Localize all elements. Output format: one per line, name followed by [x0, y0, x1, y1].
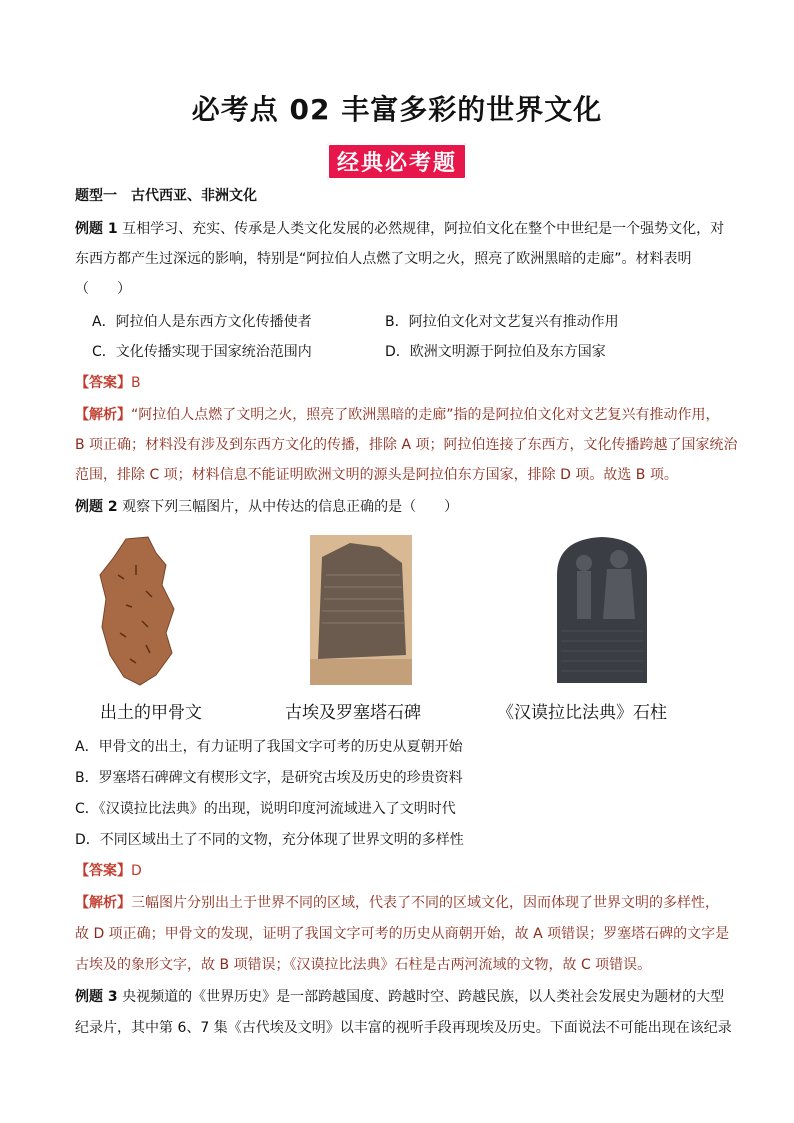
q3-line1: 例题 3 央视频道的《世界历史》是一部跨越国度、跨越时空、跨越民族，以人类社会发展史为题材的大型	[75, 989, 725, 1005]
q2-option-c: C．《汉谟拉比法典》的出现，说明印度河流域进入了文明时代	[75, 801, 456, 817]
q3-line2: 纪录片，其中第 6、7 集《古代埃及文明》以丰富的视听手段再现埃及历史。下面说法不可能出现在该纪录	[75, 1020, 732, 1036]
q1-analysis-line1: 【解析】“阿拉伯人点燃了文明之火，照亮了欧洲黑暗的走廊”指的是阿拉伯文化对文艺复兴有推动作用，	[75, 407, 720, 423]
q2-analysis-line3: 古埃及的象形文字，故 B 项错误；《汉谟拉比法典》石柱是古两河流域的文物，故 C 项错误。	[75, 957, 652, 973]
q1-analysis-line3: 范围，排除 C 项；材料信息不能证明欧洲文明的源头是阿拉伯东方国家，排除 D 项。故选 B 项。	[75, 467, 678, 483]
hammurabi-stele-image	[551, 535, 653, 683]
q1-line2: 东西方都产生过深远的影响，特别是“阿拉伯人点燃了文明之火，照亮了欧洲黑暗的走廊”。材料表明	[75, 251, 692, 267]
rosetta-stone-image	[310, 535, 412, 685]
q1-option-b: B．阿拉伯文化对文艺复兴有推动作用	[385, 314, 619, 330]
q2-stem: 例题 2 观察下列三幅图片，从中传达的信息正确的是（ ）	[75, 499, 459, 515]
caption-oracle-bone: 出土的甲骨文	[100, 703, 202, 723]
q1-option-d: D．欧洲文明源于阿拉伯及东方国家	[385, 344, 606, 360]
q1-line1: 例题 1 互相学习、充实、传承是人类文化发展的必然规律，阿拉伯文化在整个中世纪是一个强势文化，对	[75, 221, 725, 237]
q2-label: 例题 2	[75, 499, 118, 515]
q1-option-a: A．阿拉伯人是东西方文化传播使者	[92, 314, 312, 330]
caption-rosetta-stone: 古埃及罗塞塔石碑	[285, 703, 421, 723]
q2-answer: 【答案】D	[75, 863, 142, 879]
q1-analysis-line2: B 项正确；材料没有涉及到东西方文化的传播，排除 A 项；阿拉伯连接了东西方，文化传播跨越了国家统治	[75, 437, 738, 453]
page-title: 必考点 02 丰富多彩的世界文化	[191, 93, 603, 126]
q2-option-b: B．罗塞塔石碑碑文有楔形文字，是研究古埃及历史的珍贵资料	[75, 770, 463, 786]
q1-label: 例题 1	[75, 221, 118, 237]
q3-label: 例题 3	[75, 989, 118, 1005]
classic-badge: 经典必考题	[327, 143, 467, 180]
caption-hammurabi: 《汉谟拉比法典》石柱	[497, 703, 667, 723]
section-heading: 题型一 古代西亚、非洲文化	[75, 188, 257, 204]
q1-answer: 【答案】B	[75, 375, 141, 391]
q2-option-a: A．甲骨文的出土，有力证明了我国文字可考的历史从夏朝开始	[75, 739, 463, 755]
q1-option-c: C．文化传播实现于国家统治范围内	[92, 344, 312, 360]
q2-analysis-line1: 【解析】三幅图片分别出土于世界不同的区域，代表了不同的区域文化，因而体现了世界文明的多样性，	[75, 895, 719, 911]
oracle-bone-image	[96, 535, 178, 687]
q2-analysis-line2: 故 D 项正确；甲骨文的发现，证明了我国文字可考的历史从商朝开始，故 A 项错误；罗塞塔石碑的文字是	[75, 926, 730, 942]
q1-line3: （ ）	[75, 281, 131, 297]
q2-option-d: D．不同区域出土了不同的文物，充分体现了世界文明的多样性	[75, 832, 464, 848]
